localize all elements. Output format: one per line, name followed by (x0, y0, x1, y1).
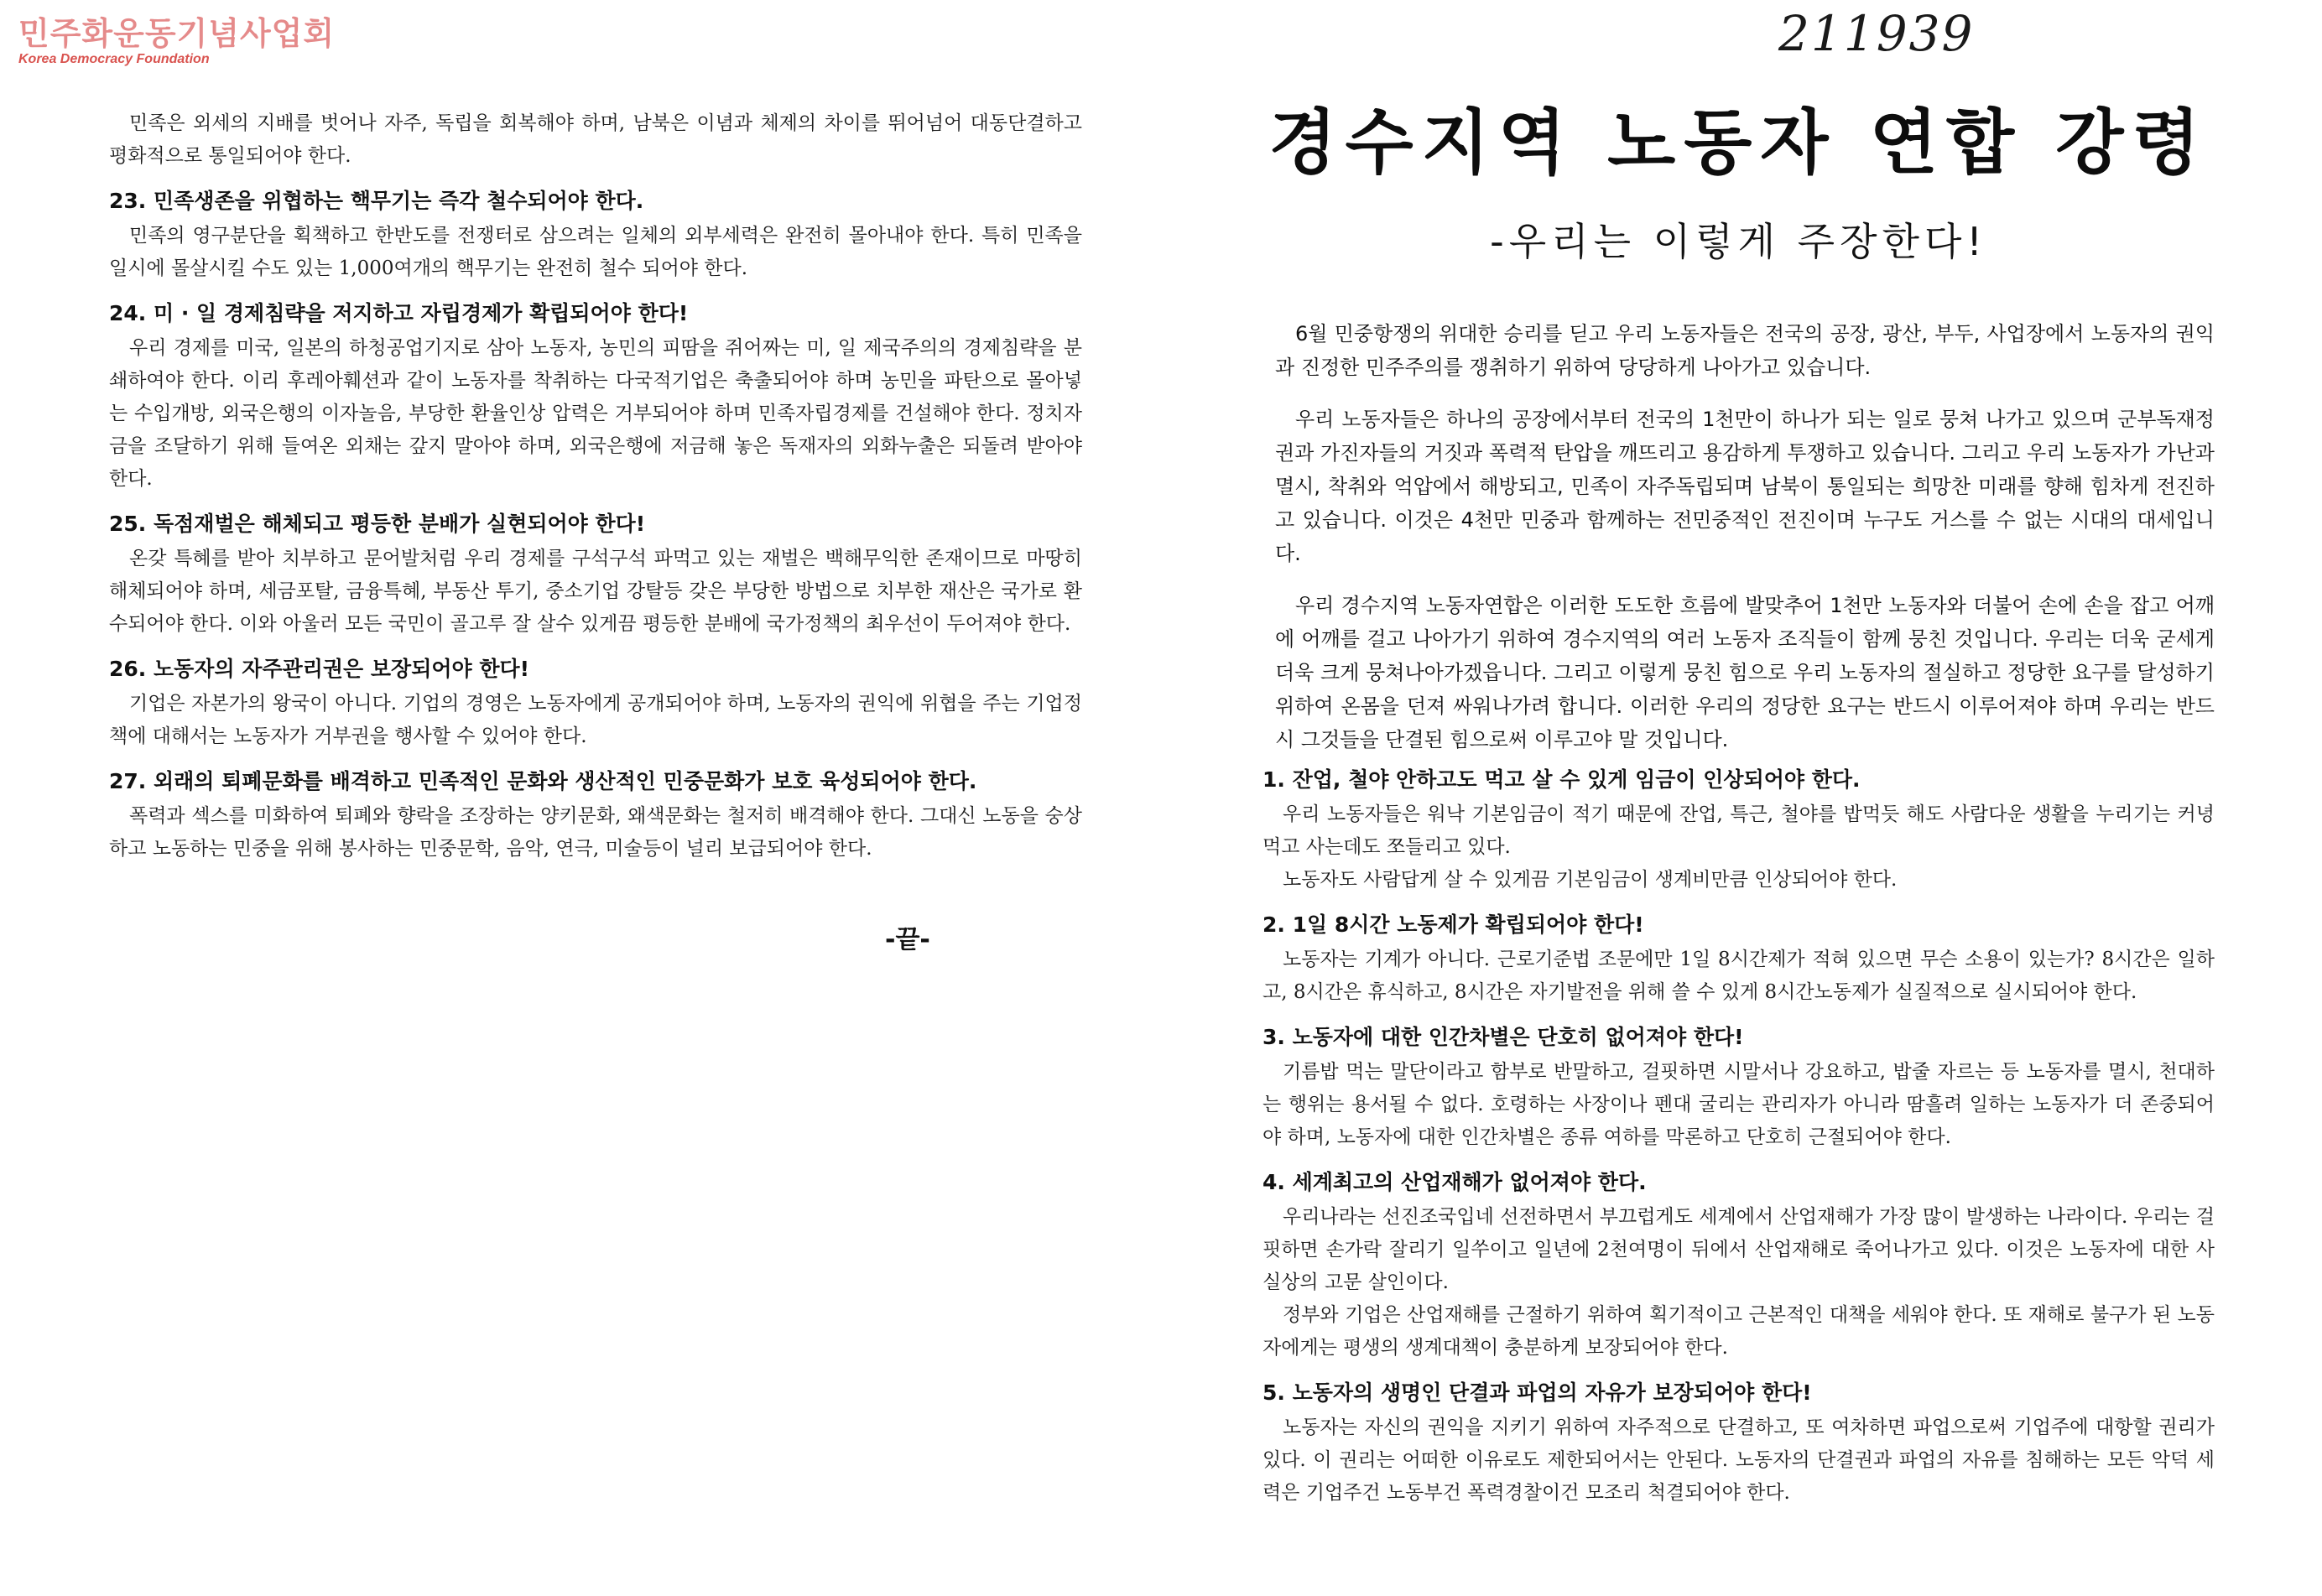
section-27 (109, 767, 1082, 866)
section-body: 우리 경제를 미국, 일본의 하청공업기지로 삼아 노동자, 농민의 피땀을 쥐어짜는 미, 일 제국주의의 경제침략을 분쇄하여야 한다. 이리 후레아훼션과 같이 노동자를 착취하는 다국적기업은 축출되어야 하며 농민을 파탄으로 몰아넣는 수입개방, 외국은행의 이자놀음, 부당한 환율인상 압력은 거부되어야 하며 민족자립경제를 건설해야 한다. 정치자금을 조달하기 위해 들여온 외채는 갚지 말아야 하며, 외국은행에 저금해 놓은 독재자의 외화누출은 되돌려 받아야 한다. (109, 337, 1082, 490)
demand-heading: 5. 노동자의 생명인 단결과 파업의 자유가 보장되어야 한다! (1263, 1380, 1812, 1405)
demand-body: 노동자는 자신의 권익을 지키기 위하여 자주적으로 단결하고, 또 여차하면 파업으로써 기업주에 대항할 권리가 있다. 이 권리는 어떠한 이유로도 제한되어서는 안된다. 노동자의 단결권과 파업의 자유를 침해하는 모든 악덕 세력은 기업주건 노동부건 폭력경찰이건 모조리 척결되어야 한다. (1263, 1417, 2215, 1504)
section-body: 온갖 특혜를 받아 치부하고 문어발처럼 우리 경제를 구석구석 파먹고 있는 재벌은 백해무익한 존재이므로 마땅히 해체되어야 하며, 세금포탈, 금융특혜, 부동산 투기, 중소기업 강탈등 갖은 부당한 방법으로 치부한 재산은 국가로 환수되어야 한다. 이와 아울러 모든 국민이 골고루 잘 살수 있게끔 평등한 분배에 국가정책의 최우선이 두어져야 한다. (109, 548, 1082, 635)
demand-body: 우리 노동자들은 워낙 기본임금이 적기 때문에 잔업, 특근, 철야를 밥먹듯 해도 사람다운 생활을 누리기는 커녕 먹고 사는데도 쪼들리고 있다. (1263, 803, 2215, 858)
demand-heading: 2. 1일 8시간 노동제가 확립되어야 한다! (1263, 912, 1644, 937)
demand-body: 우리나라는 선진조국입네 선전하면서 부끄럽게도 세계에서 산업재해가 가장 많이 발생하는 나라이다. 우리는 걸핏하면 손가락 잘리기 일쑤이고 일년에 2천여명이 뒤에서 산업재해로 죽어나가고 있다. 이것은 노동자에 대한 사실상의 고문 살인이다. (1263, 1206, 2215, 1293)
demands-list (1263, 755, 2215, 1523)
demand-body: 정부와 기업은 산업재해를 근절하기 위하여 획기적이고 근본적인 대책을 세워야 한다. 또 재해로 불구가 된 노동자에게는 평생의 생계대책이 충분하게 보장되어야 한다. (1263, 1304, 2215, 1359)
demand-body: 노동자는 기계가 아니다. 근로기준법 조문에만 1일 8시간제가 적혀 있으면 무슨 소용이 있는가? 8시간은 일하고, 8시간은 휴식하고, 8시간은 자기발전을 위해 쓸 수 있게 8시간노동제가 실질적으로 실시되어야 한다. (1263, 949, 2215, 1003)
section-heading: 24. 미 · 일 경제침략을 저지하고 자립경제가 확립되어야 한다! (109, 301, 689, 325)
demand-heading: 4. 세계최고의 산업재해가 없어져야 한다. (1263, 1170, 1647, 1194)
section-23 (109, 186, 1082, 285)
demand-2 (1263, 910, 2215, 1009)
demand-body: 기름밥 먹는 말단이라고 함부로 반말하고, 걸핏하면 시말서나 강요하고, 밥줄 자르는 등 노동자를 멸시, 천대하는 행위는 용서될 수 없다. 호령하는 사장이나 펜대 굴리는 관리자가 아니라 땀흘려 일하는 노동자가 더 존중되어야 하며, 노동자에 대한 인간차별은 종류 여하를 막론하고 단호히 근절되어야 한다. (1263, 1061, 2215, 1148)
watermark-korean: 민주화운동기념사업회 (18, 15, 336, 52)
left-page (109, 107, 1082, 879)
section-body: 민족의 영구분단을 획책하고 한반도를 전쟁터로 삼으려는 일체의 외부세력은 완전히 몰아내야 한다. 특히 민족을 일시에 몰살시킬 수도 있는 1,000여개의 핵무기는 완전히 철수 되어야 한다. (109, 225, 1082, 279)
section-heading: 26. 노동자의 자주관리권은 보장되어야 한다! (109, 657, 530, 681)
intro-paragraph: 우리 경수지역 노동자연합은 이러한 도도한 흐름에 발맞추어 1천만 노동자와 더불어 손에 손을 잡고 어깨에 어깨를 걸고 나아가기 위하여 경수지역의 여러 노동자 조직들이 함께 뭉친 것입니다. 우리는 더욱 굳세게 더욱 크게 뭉쳐나아가겠읍니다. 그리고 이렇게 뭉친 힘으로 우리 노동자의 절실하고 정당한 요구를 달성하기 위하여 온몸을 던져 싸워나가려 합니다. 이러한 우리의 정당한 요구는 반드시 이루어져야 하며 우리는 반드시 그것들을 단결된 힘으로써 이루고야 말 것입니다. (1275, 594, 2215, 751)
document-subtitle: -우리는 이렇게 주장한다! (1490, 219, 1987, 264)
demand-heading: 1. 잔업, 철야 안하고도 먹고 살 수 있게 임금이 인상되어야 한다. (1263, 767, 1861, 792)
document-title: 경수지역 노동자 연합 강령 (1268, 101, 2209, 184)
end-mark: -끝- (885, 925, 930, 954)
archive-number: 211939 (1778, 5, 1975, 62)
left-intro-paragraph: 민족은 외세의 지배를 벗어나 자주, 독립을 회복해야 하며, 남북은 이념과 체제의 차이를 뛰어넘어 대동단결하고 평화적으로 통일되어야 한다. (109, 112, 1082, 167)
demand-1 (1263, 765, 2215, 897)
demand-3 (1263, 1022, 2215, 1154)
intro-paragraph: 6월 민중항쟁의 위대한 승리를 딛고 우리 노동자들은 전국의 공장, 광산, 부두, 사업장에서 노동자의 권익과 진정한 민주주의를 쟁취하기 위하여 당당하게 나아가고 있습니다. (1275, 322, 2215, 379)
section-body: 기업은 자본가의 왕국이 아니다. 기업의 경영은 노동자에게 공개되어야 하며, 노동자의 권익에 위협을 주는 기업정책에 대해서는 노동자가 거부권을 행사할 수 있어야 한다. (109, 693, 1082, 747)
demand-heading: 3. 노동자에 대한 인간차별은 단호히 없어져야 한다! (1263, 1025, 1744, 1049)
intro-paragraph: 우리 노동자들은 하나의 공장에서부터 전국의 1천만이 하나가 되는 일로 뭉쳐 나가고 있으며 군부독재정권과 가진자들의 거짓과 폭력적 탄압을 깨뜨리고 용감하게 투쟁하고 있습니다. 그리고 우리 노동자가 가난과 멸시, 착취와 억압에서 해방되고, 민족이 자주독립되며 남북이 통일되는 희망찬 미래를 향해 힘차게 전진하고 있습니다. 이것은 4천만 민중과 함께하는 전민중적인 전진이며 누구도 거스를 수 없는 시대의 대세입니다. (1275, 408, 2215, 565)
section-26 (109, 654, 1082, 753)
demand-5 (1263, 1378, 2215, 1510)
section-heading: 23. 민족생존을 위협하는 핵무기는 즉각 철수되어야 한다. (109, 189, 644, 213)
section-body: 폭력과 섹스를 미화하여 퇴폐와 향락을 조장하는 양키문화, 왜색문화는 철저히 배격해야 한다. 그대신 노동을 숭상하고 노동하는 민중을 위해 봉사하는 민중문학, 음악, 연극, 미술등이 널리 보급되어야 한다. (109, 805, 1082, 860)
section-heading: 27. 외래의 퇴폐문화를 배격하고 민족적인 문화와 생산적인 민중문화가 보호 육성되어야 한다. (109, 769, 977, 793)
demand-4 (1263, 1167, 2215, 1365)
right-intro (1275, 317, 2215, 775)
watermark-english: Korea Democracy Foundation (18, 52, 210, 66)
section-25 (109, 509, 1082, 641)
demand-body: 노동자도 사람답게 살 수 있게끔 기본임금이 생계비만큼 인상되어야 한다. (1283, 869, 1898, 891)
section-heading: 25. 독점재벌은 해체되고 평등한 분배가 실현되어야 한다! (109, 512, 646, 536)
section-24 (109, 299, 1082, 496)
foundation-watermark (18, 15, 335, 67)
